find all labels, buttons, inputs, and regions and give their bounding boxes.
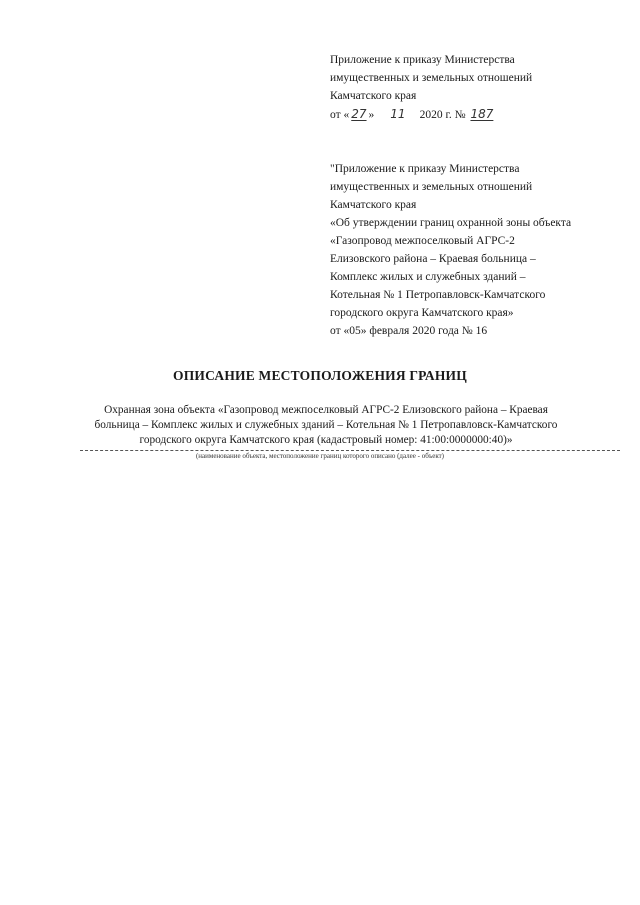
previous-order-line: «Газопровод межпоселковый АГРС-2 [330, 235, 515, 247]
previous-order-line: Котельная № 1 Петропавловск-Камчатского [330, 289, 546, 301]
previous-order-reference [330, 160, 571, 340]
previous-order-line: городского округа Камчатского края» [330, 307, 514, 319]
document-title: ОПИСАНИЕ МЕСТОПОЛОЖЕНИЯ ГРАНИЦ [173, 368, 467, 383]
handwritten-number: 187 [470, 107, 494, 121]
handwritten-month: 11 [390, 107, 406, 121]
object-description-line: Охранная зона объекта «Газопровод межпоселковый АГРС-2 Елизовского района – Краевая [104, 404, 548, 416]
object-description [80, 403, 572, 448]
approval-line-2: имущественных и земельных отношений [330, 72, 533, 84]
approval-line-1: Приложение к приказу Министерства [330, 54, 515, 66]
approval-stamp [330, 51, 532, 124]
previous-order-line: «Об утверждении границ охранной зоны объекта [330, 217, 572, 229]
date-year: 2020 г. № [419, 109, 466, 121]
object-description-line: городского округа Камчатского края (кадастровый номер: 41:00:0000000:40)» [139, 434, 513, 446]
previous-order-line: Камчатского края [330, 199, 417, 211]
approval-line-3: Камчатского края [330, 90, 417, 102]
previous-order-line: Елизовского района – Краевая больница – [330, 253, 536, 265]
date-mid: » [368, 109, 375, 121]
underline-divider [80, 450, 620, 451]
date-prefix: от « [330, 109, 350, 121]
handwritten-day: 27 [351, 107, 367, 121]
previous-order-line: от «05» февраля 2020 года № 16 [330, 325, 488, 337]
previous-order-line: имущественных и земельных отношений [330, 181, 533, 193]
object-description-line: больница – Комплекс жилых и служебных зданий – Котельная № 1 Петропавловск-Камчатского [94, 419, 558, 431]
previous-order-line: Комплекс жилых и служебных зданий – [330, 271, 526, 283]
approval-date-row [330, 105, 532, 124]
previous-order-line: "Приложение к приказу Министерства [330, 163, 520, 175]
field-caption: (наименование объекта, местоположение границ которого описано (далее - объект) [195, 452, 445, 460]
